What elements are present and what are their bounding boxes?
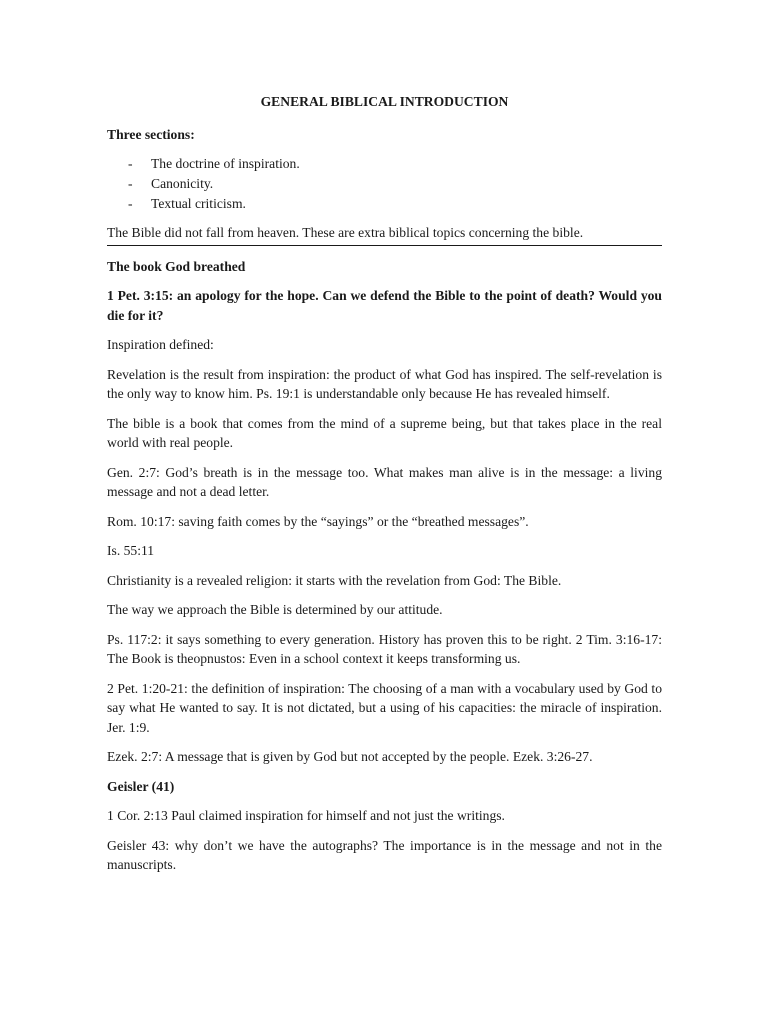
sections-heading: Three sections: xyxy=(107,126,195,142)
ezekiel-paragraph: Ezek. 2:7: A message that is given by God but not accepted by the people. Ezek. 3:26-27. xyxy=(107,749,593,764)
section-item-text: The doctrine of inspiration. xyxy=(151,156,300,171)
list-item xyxy=(107,194,662,214)
document-title: GENERAL BIBLICAL INTRODUCTION xyxy=(260,94,509,109)
romans-paragraph: Rom. 10:17: saving faith comes by the “sayings” or the “breathed messages”. xyxy=(107,513,529,529)
dash-bullet: - xyxy=(128,196,133,211)
inspiration-defined-label: Inspiration defined: xyxy=(107,337,214,352)
list-item xyxy=(107,174,662,194)
attitude-paragraph: The way we approach the Bible is determined by our attitude. xyxy=(107,602,443,617)
bible-mind-paragraph: The bible is a book that comes from the mind of a supreme being, but that takes place in the real world with real people. xyxy=(107,415,662,450)
genesis-paragraph: Gen. 2:7: God’s breath is in the message too. What makes man alive is in the message: a living message and not a dead letter. xyxy=(107,464,662,499)
list-item xyxy=(107,154,662,174)
christianity-paragraph: Christianity is a revealed religion: it starts with the revelation from God: The Bible. xyxy=(107,572,562,588)
heading-book-god-breathed: The book God breathed xyxy=(107,258,246,274)
document-page xyxy=(107,92,662,885)
isaiah-reference: Is. 55:11 xyxy=(107,543,155,558)
dash-bullet: - xyxy=(128,156,133,171)
intro-paragraph: The Bible did not fall from heaven. These are extra biblical topics concerning the bible. xyxy=(107,223,662,246)
section-item-text: Textual criticism. xyxy=(151,196,246,211)
geisler-43-paragraph: Geisler 43: why don’t we have the autographs? The importance is in the message and not in the manuscripts. xyxy=(107,837,662,872)
sections-list xyxy=(107,154,662,214)
revelation-paragraph: Revelation is the result from inspiration: the product of what God has inspired. The self-revelation is the only way to know him. Ps. 19:1 is understandable only because He has revealed himself. xyxy=(107,366,662,401)
apology-paragraph: 1 Pet. 3:15: an apology for the hope. Can we defend the Bible to the point of death? Would you die for it? xyxy=(107,288,662,323)
peter-paragraph: 2 Pet. 1:20-21: the definition of inspiration: The choosing of a man with a vocabulary used by God to say what He wanted to say. It is not dictated, but a using of his capacities: the miracle of inspiration. Jer. 1:9. xyxy=(107,680,662,735)
geisler-heading: Geisler (41) xyxy=(107,778,175,794)
psalm-paragraph: Ps. 117:2: it says something to every generation. History has proven this to be right. 2 Tim. 3:16-17: The Book is theopnustos: Even in a school context it keeps transforming us. xyxy=(107,631,662,666)
corinthians-paragraph: 1 Cor. 2:13 Paul claimed inspiration for himself and not just the writings. xyxy=(107,808,505,823)
section-item-text: Canonicity. xyxy=(151,176,214,191)
dash-bullet: - xyxy=(128,176,133,191)
